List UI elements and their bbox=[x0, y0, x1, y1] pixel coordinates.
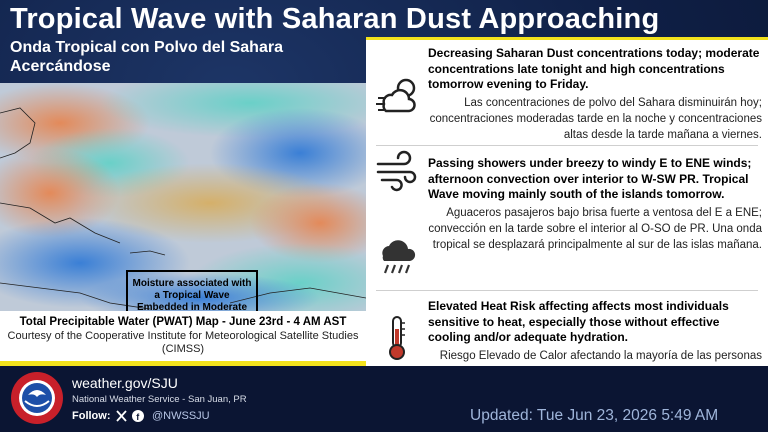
map-caption-credit: Courtesy of the Cooperative Institute for Meteorological Satellite Studies (CIMSS) bbox=[7, 330, 359, 355]
forecast-panel bbox=[366, 37, 768, 397]
x-icon[interactable] bbox=[117, 411, 126, 421]
social-icons bbox=[115, 409, 149, 423]
thermometer-icon bbox=[374, 315, 420, 361]
rain-cloud-icon bbox=[374, 232, 420, 278]
panel-divider bbox=[376, 145, 758, 146]
forecast-item-spanish: Las concentraciones de polvo del Sahara disminuirán hoy; concentraciones moderadas tarde en la noche y concentraciones altas desde la tarde mañana a viernes. bbox=[429, 96, 762, 141]
map-caption bbox=[0, 311, 366, 361]
panel-divider bbox=[376, 290, 758, 291]
pwat-map bbox=[0, 83, 366, 311]
social-handle[interactable]: @NWSSJU bbox=[152, 410, 210, 422]
map-caption-title: Total Precipitable Water (PWAT) Map - June 23rd - 4 AM AST bbox=[19, 316, 347, 328]
dusty-sun-cloud-icon bbox=[374, 74, 420, 120]
nws-logo-icon bbox=[10, 371, 64, 425]
updated-timestamp: Updated: Tue Jun 23, 2026 5:49 AM bbox=[470, 407, 719, 424]
facebook-icon[interactable] bbox=[132, 410, 144, 422]
page-title: Tropical Wave with Saharan Dust Approaching bbox=[10, 3, 660, 35]
office-name: National Weather Service - San Juan, PR bbox=[72, 394, 247, 405]
forecast-item-english: Elevated Heat Risk affecting affects most individuals sensitive to heat, especially those without effective cooling and/or adequate hydration. bbox=[428, 299, 729, 344]
forecast-item-wind bbox=[428, 156, 762, 253]
svg-text:f: f bbox=[136, 412, 140, 422]
forecast-item-dust bbox=[428, 46, 762, 143]
forecast-item-english: Passing showers under breezy to windy E to ENE winds; afternoon convection over interior to W-SW PR. Tropical Wave moving mainly south of the islands tomorrow. bbox=[428, 156, 752, 201]
follow-label: Follow: bbox=[72, 410, 111, 422]
website-link[interactable]: weather.gov/SJU bbox=[72, 375, 178, 391]
page-subtitle: Onda Tropical con Polvo del Sahara Acercándose bbox=[10, 39, 283, 75]
forecast-item-english: Decreasing Saharan Dust concentrations today; moderate concentrations late tonight and high concentrations tomorrow evening to Friday. bbox=[428, 46, 760, 91]
map-annotation: Moisture associated with a Tropical Wave Embedded in Moderate bbox=[126, 270, 258, 311]
forecast-item-spanish: Aguaceros pasajeros bajo brisa fuerte a ventosa del E a ENE; convección en la tarde sobre el interior al O-SO de PR. Una onda tropical se desplazará principalmente al sur de las islas mañana. bbox=[428, 206, 762, 251]
wind-icon bbox=[374, 148, 420, 194]
forecast-item-spanish: Riesgo Elevado de Calor afectando la mayoría de las personas bbox=[439, 349, 762, 362]
